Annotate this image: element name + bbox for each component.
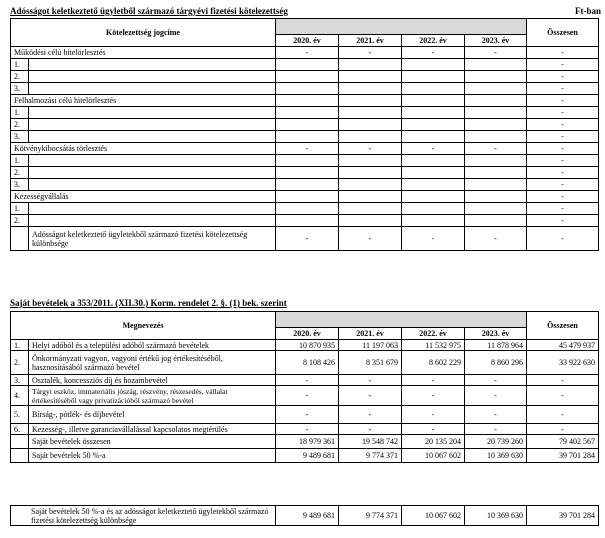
row-value: - — [402, 424, 465, 435]
row-index: 1. — [11, 155, 29, 167]
empty-cell — [276, 71, 339, 83]
group-value: - — [276, 47, 339, 59]
col-header-year: 2020. év — [276, 35, 339, 47]
row-index: 1. — [11, 340, 29, 351]
group-value — [339, 191, 402, 203]
group-value — [465, 95, 527, 107]
row-total: - — [527, 131, 599, 143]
header-gray-band — [276, 312, 527, 328]
final-difference-row — [11, 506, 599, 526]
row-value: - — [465, 406, 527, 424]
difference-label: Adósságot keletkeztető ügyletekből származó fizetési kötelezettség különbsége — [29, 227, 276, 251]
col-header-year: 2022. év — [402, 328, 465, 340]
group-label: Felhalmozási célú hitelörlesztés — [11, 95, 276, 107]
final-difference-value: 10 369 630 — [465, 506, 527, 526]
empty-cell — [339, 179, 402, 191]
group-value: - — [339, 143, 402, 155]
empty-cell — [339, 83, 402, 95]
empty-cell — [465, 119, 527, 131]
group-value: - — [402, 47, 465, 59]
header-row — [11, 312, 599, 328]
empty-cell — [276, 83, 339, 95]
sub-row — [11, 71, 599, 83]
empty-cell — [276, 131, 339, 143]
row-value: - — [465, 424, 527, 435]
empty-cell — [402, 203, 465, 215]
revenue-row — [11, 406, 599, 424]
row-index: 2. — [11, 167, 29, 179]
sub-row — [11, 203, 599, 215]
group-row — [11, 143, 599, 155]
row-value: - — [527, 424, 599, 435]
empty-cell — [465, 203, 527, 215]
group-value: - — [276, 143, 339, 155]
final-difference-value: 10 067 602 — [402, 506, 465, 526]
group-value: - — [339, 47, 402, 59]
row-index: 2. — [11, 119, 29, 131]
group-value: - — [465, 47, 527, 59]
sub-row — [11, 59, 599, 71]
row-total: - — [527, 155, 599, 167]
row-value: - — [339, 386, 402, 406]
empty-cell — [276, 155, 339, 167]
revenue-row — [11, 375, 599, 386]
empty-cell — [465, 179, 527, 191]
empty-cell — [465, 107, 527, 119]
row-total: - — [527, 83, 599, 95]
row-index: 3. — [11, 375, 29, 386]
debt-obligation-table — [10, 18, 599, 251]
row-label: Bírság-, pótlék- és díjbevétel — [29, 406, 276, 424]
empty-cell — [276, 119, 339, 131]
row-value: - — [276, 424, 339, 435]
row-value: 11 197 063 — [339, 340, 402, 351]
difference-value: - — [402, 227, 465, 251]
revenue-row — [11, 424, 599, 435]
group-value — [276, 191, 339, 203]
row-value: - — [402, 406, 465, 424]
empty-cell — [465, 83, 527, 95]
row-value: - — [339, 406, 402, 424]
sub-row — [11, 119, 599, 131]
group-row — [11, 191, 599, 203]
sub-row — [11, 155, 599, 167]
row-label: Tárgyi eszköz, immateriális jószág, részvény, részesedés, vállalat értékesítéséből vagy privatizációból származó bevétel — [29, 386, 276, 406]
row-value: 20 135 204 — [402, 435, 465, 449]
group-value — [402, 191, 465, 203]
difference-table — [10, 505, 599, 526]
empty-cell — [339, 167, 402, 179]
row-value: 39 701 284 — [527, 449, 599, 463]
row-total: - — [527, 167, 599, 179]
row-label: Saját bevételek 50 %-a — [29, 449, 276, 463]
empty-cell — [402, 155, 465, 167]
row-label: Helyi adóból és a települési adóból származó bevételek — [29, 340, 276, 351]
row-value: - — [465, 386, 527, 406]
row-label — [29, 107, 276, 119]
row-index: 2. — [11, 215, 29, 227]
empty-cell — [465, 215, 527, 227]
row-value: 8 351 679 — [339, 351, 402, 375]
group-value: - — [465, 143, 527, 155]
row-label — [29, 83, 276, 95]
col-header-total: Összesen — [527, 312, 599, 340]
row-value: 9 774 371 — [339, 449, 402, 463]
row-value: 20 739 260 — [465, 435, 527, 449]
row-value: 10 067 602 — [402, 449, 465, 463]
row-value: - — [276, 386, 339, 406]
empty-cell — [402, 215, 465, 227]
empty-cell — [402, 59, 465, 71]
revenue-row — [11, 351, 599, 375]
row-index: 1. — [11, 203, 29, 215]
row-total: - — [527, 107, 599, 119]
row-total: - — [527, 179, 599, 191]
group-value: - — [527, 143, 599, 155]
empty-cell — [339, 155, 402, 167]
row-label: Kezesség-, illetve garanciavállalással kapcsolatos megtérülés — [29, 424, 276, 435]
row-index: 6. — [11, 424, 29, 435]
col-header-label: Kötelezettség jogcíme — [11, 19, 276, 47]
empty-cell — [465, 59, 527, 71]
header-row — [11, 19, 599, 35]
empty-cell — [339, 131, 402, 143]
empty-cell — [402, 131, 465, 143]
empty-cell — [465, 71, 527, 83]
sub-row — [11, 83, 599, 95]
row-label — [29, 71, 276, 83]
difference-value: - — [339, 227, 402, 251]
row-value: 18 979 361 — [276, 435, 339, 449]
empty-cell — [465, 167, 527, 179]
row-value: 33 922 630 — [527, 351, 599, 375]
empty-cell — [402, 107, 465, 119]
row-index: 4. — [11, 386, 29, 406]
row-label — [29, 155, 276, 167]
row-label — [29, 179, 276, 191]
row-label: Osztalék, koncessziós díj és hozambevétel — [29, 375, 276, 386]
row-label — [29, 119, 276, 131]
row-index: 5. — [11, 406, 29, 424]
revenue-row — [11, 386, 599, 406]
empty-cell — [276, 203, 339, 215]
col-header-year: 2022. év — [402, 35, 465, 47]
unit-label: Ft-ban — [574, 6, 601, 16]
row-index: 3. — [11, 179, 29, 191]
row-value: - — [527, 406, 599, 424]
empty-cell — [276, 59, 339, 71]
group-value — [465, 191, 527, 203]
row-value: - — [527, 375, 599, 386]
row-label: Önkormányzati vagyon, vagyoni értékű jog értékesítéséből, hasznosításából származó bevétel — [29, 351, 276, 375]
group-value — [402, 95, 465, 107]
final-difference-value: 9 489 681 — [276, 506, 339, 526]
group-label: Működési célú hitelörlesztés — [11, 47, 276, 59]
col-header-year: 2023. év — [465, 35, 527, 47]
row-value: - — [276, 375, 339, 386]
empty-cell — [465, 131, 527, 143]
col-header-label: Megnevezés — [11, 312, 276, 340]
row-index: 1. — [11, 107, 29, 119]
col-header-year: 2020. év — [276, 328, 339, 340]
col-header-year: 2021. év — [339, 35, 402, 47]
row-value: - — [276, 406, 339, 424]
row-total: - — [527, 203, 599, 215]
revenue-row — [11, 340, 599, 351]
difference-value: - — [465, 227, 527, 251]
row-index: 3. — [11, 83, 29, 95]
empty-cell — [339, 203, 402, 215]
difference-value: - — [276, 227, 339, 251]
row-value: - — [527, 386, 599, 406]
difference-value: - — [527, 227, 599, 251]
group-label: Kötvénykibocsátás törlesztés — [11, 143, 276, 155]
empty-cell — [465, 155, 527, 167]
row-total: - — [527, 215, 599, 227]
col-header-year: 2021. év — [339, 328, 402, 340]
group-value: - — [527, 95, 599, 107]
sub-row — [11, 167, 599, 179]
row-value: 8 602 229 — [402, 351, 465, 375]
empty-cell — [339, 107, 402, 119]
row-label: Saját bevételek összesen — [29, 435, 276, 449]
own-revenue-table — [10, 311, 599, 463]
sub-row — [11, 179, 599, 191]
empty-cell — [339, 215, 402, 227]
sub-row — [11, 107, 599, 119]
col-header-year: 2023. év — [465, 328, 527, 340]
final-difference-value: 9 774 371 — [339, 506, 402, 526]
header-gray-band — [276, 19, 527, 35]
group-value: - — [527, 191, 599, 203]
row-index — [11, 227, 29, 251]
empty-cell — [402, 167, 465, 179]
row-index: 1. — [11, 59, 29, 71]
row-value: 9 489 681 — [276, 449, 339, 463]
row-value: - — [339, 424, 402, 435]
row-total: - — [527, 119, 599, 131]
row-value: 19 548 742 — [339, 435, 402, 449]
group-value: - — [527, 47, 599, 59]
row-label — [29, 131, 276, 143]
row-total: - — [527, 71, 599, 83]
group-value — [339, 95, 402, 107]
row-value: 11 532 975 — [402, 340, 465, 351]
empty-cell — [402, 119, 465, 131]
row-index: 2. — [11, 351, 29, 375]
final-difference-label: Saját bevételek 50 %-a és az adósságot keletkeztető ügyletekből származó fizetési kötelezettség különbsége — [11, 506, 276, 526]
group-row — [11, 47, 599, 59]
difference-row — [11, 227, 599, 251]
group-row — [11, 95, 599, 107]
row-value: 79 402 567 — [527, 435, 599, 449]
sub-row — [11, 131, 599, 143]
row-value: - — [465, 375, 527, 386]
row-value: - — [402, 375, 465, 386]
empty-cell — [276, 179, 339, 191]
empty-cell — [402, 71, 465, 83]
row-value: 10 369 630 — [465, 449, 527, 463]
row-value: - — [339, 375, 402, 386]
row-label — [29, 167, 276, 179]
empty-cell — [276, 107, 339, 119]
row-label — [29, 215, 276, 227]
row-index — [11, 449, 29, 463]
sub-row — [11, 215, 599, 227]
row-total: - — [527, 59, 599, 71]
section1-title: Adósságot keletkeztető ügyletből származó tárgyévi fizetési kötelezettség — [10, 6, 288, 16]
sum-row — [11, 435, 599, 449]
empty-cell — [402, 83, 465, 95]
empty-cell — [402, 179, 465, 191]
row-value: - — [402, 386, 465, 406]
row-index: 3. — [11, 131, 29, 143]
row-index: 2. — [11, 71, 29, 83]
row-label — [29, 203, 276, 215]
empty-cell — [276, 215, 339, 227]
group-label: Kezességvállalás — [11, 191, 276, 203]
row-value: 45 479 937 — [527, 340, 599, 351]
row-value: 8 108 426 — [276, 351, 339, 375]
empty-cell — [276, 167, 339, 179]
row-value: 11 878 964 — [465, 340, 527, 351]
row-value: 8 860 296 — [465, 351, 527, 375]
section2-title: Saját bevételek a 353/2011. (XII.30.) Korm. rendelet 2. §. (1) bek. szerint — [10, 298, 287, 308]
empty-cell — [339, 71, 402, 83]
half-row — [11, 449, 599, 463]
row-label — [29, 59, 276, 71]
row-value: 10 870 935 — [276, 340, 339, 351]
group-value — [276, 95, 339, 107]
col-header-total: Összesen — [527, 19, 599, 47]
row-index — [11, 435, 29, 449]
final-difference-value: 39 701 284 — [527, 506, 599, 526]
empty-cell — [339, 59, 402, 71]
group-value: - — [402, 143, 465, 155]
empty-cell — [339, 119, 402, 131]
